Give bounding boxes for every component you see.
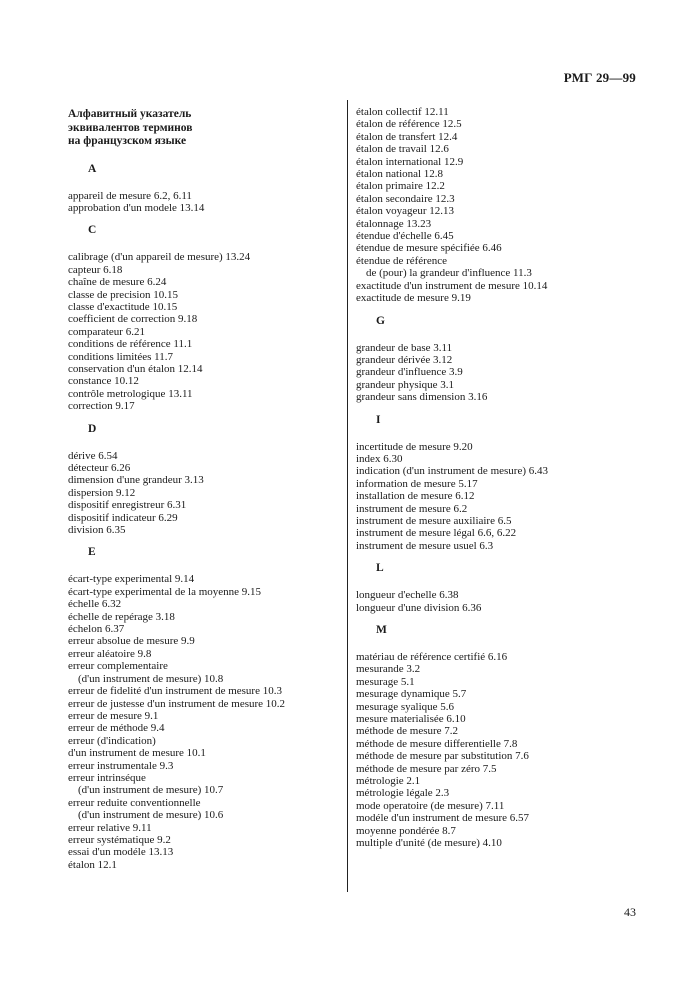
index-entry: erreur aléatoire 9.8 xyxy=(68,647,152,660)
index-entry: erreur (d'indication) xyxy=(68,734,156,747)
index-entry: calibrage (d'un appareil de mesure) 13.24 xyxy=(68,251,251,264)
index-entry: étendue de référence xyxy=(356,254,447,267)
index-entry: mesurage syalique 5.6 xyxy=(356,700,455,713)
index-entry: étalon de travail 12.6 xyxy=(356,143,449,156)
index-entry: méthode de mesure par zéro 7.5 xyxy=(356,762,497,775)
index-entry: méthode de mesure par substitution 7.6 xyxy=(356,750,529,763)
index-title-line: на французском языке xyxy=(68,135,187,147)
index-entry: étalon primaire 12.2 xyxy=(356,180,445,193)
index-entry: dispositif enregistreur 6.31 xyxy=(68,499,187,512)
index-entry: erreur reduite conventionnelle xyxy=(68,796,201,809)
index-entry: classe d'exactitude 10.15 xyxy=(68,300,178,313)
section-letter: G xyxy=(376,314,385,327)
index-title-line: эквивалентов терминов xyxy=(68,121,193,134)
index-entry: grandeur dérivée 3.12 xyxy=(356,353,453,366)
index-entry: mesurande 3.2 xyxy=(356,663,421,676)
index-entry: dimension d'une grandeur 3.13 xyxy=(68,474,204,487)
index-entry: étalon de transfert 12.4 xyxy=(356,130,458,143)
index-entry: constance 10.12 xyxy=(68,375,139,388)
index-entry: exactitude de mesure 9.19 xyxy=(356,292,471,305)
index-entry: grandeur de base 3.11 xyxy=(356,341,453,354)
index-entry: contrôle metrologique 13.11 xyxy=(68,387,193,400)
index-entry: mesurage 5.1 xyxy=(356,675,415,688)
index-title xyxy=(68,108,338,149)
index-entry: erreur de fidelité d'un instrument de mesure 10.3 xyxy=(68,685,282,698)
index-entry: longueur d'une division 6.36 xyxy=(356,601,482,614)
index-entry: étalon international 12.9 xyxy=(356,155,464,168)
index-entry: erreur systématique 9.2 xyxy=(68,833,171,846)
index-right-column xyxy=(356,106,656,850)
index-entry: conditions de référence 11.1 xyxy=(68,338,193,351)
index-left-column xyxy=(68,106,338,871)
index-entry: méthode de mesure 7.2 xyxy=(356,725,459,738)
index-entry: échelle de repérage 3.18 xyxy=(68,610,175,623)
index-section xyxy=(356,315,656,404)
index-entry: conditions limitées 11.7 xyxy=(68,350,173,363)
index-entry: échelon 6.37 xyxy=(68,623,125,636)
section-letter: I xyxy=(376,413,381,426)
index-entry: instrument de mesure usuel 6.3 xyxy=(356,539,494,552)
index-entry: étendue d'échelle 6.45 xyxy=(356,230,454,243)
index-entry: (d'un instrument de mesure) 10.6 xyxy=(78,809,224,822)
index-entry: incertitude de mesure 9.20 xyxy=(356,440,473,453)
index-entry: correction 9.17 xyxy=(68,400,135,413)
index-entry: dispositif indicateur 6.29 xyxy=(68,511,178,524)
index-entry: de (pour) la grandeur d'influence 11.3 xyxy=(366,267,532,280)
index-entry: erreur de justesse d'un instrument de mesure 10.2 xyxy=(68,697,286,710)
index-entry: erreur de mesure 9.1 xyxy=(68,709,159,722)
index-entry: étalon national 12.8 xyxy=(356,168,444,181)
index-entry: capteur 6.18 xyxy=(68,263,123,276)
section-letter: C xyxy=(88,224,97,237)
index-entry: écart-type experimental de la moyenne 9.15 xyxy=(68,585,262,598)
index-entry: modéle d'un instrument de mesure 6.57 xyxy=(356,812,530,825)
index-section xyxy=(68,423,338,537)
index-entry: instrument de mesure légal 6.6, 6.22 xyxy=(356,527,517,540)
section-letter: A xyxy=(88,162,97,175)
page-number: 43 xyxy=(624,905,636,919)
index-entry: étalonnage 13.23 xyxy=(356,217,432,230)
index-entry: grandeur sans dimension 3.16 xyxy=(356,391,488,404)
index-section xyxy=(356,624,656,850)
index-entry: matériau de référence certifié 6.16 xyxy=(356,651,508,663)
index-entry: grandeur physique 3.1 xyxy=(356,378,455,391)
index-entry: instrument de mesure auxiliaire 6.5 xyxy=(356,514,512,527)
index-entry: (d'un instrument de mesure) 10.8 xyxy=(78,672,224,685)
index-section xyxy=(68,163,338,215)
column-divider xyxy=(347,100,348,892)
index-section xyxy=(356,562,656,614)
index-entry: détecteur 6.26 xyxy=(68,462,131,474)
index-section xyxy=(68,546,338,871)
index-entry: conservation d'un étalon 12.14 xyxy=(68,362,203,375)
right-sections xyxy=(356,106,656,850)
index-entry: grandeur d'influence 3.9 xyxy=(356,366,463,379)
index-entry: erreur relative 9.11 xyxy=(68,821,152,834)
index-section xyxy=(356,106,656,305)
index-entry: mesure materialisée 6.10 xyxy=(356,713,466,726)
index-entry: chaîne de mesure 6.24 xyxy=(68,276,167,289)
section-letter: L xyxy=(376,562,384,575)
index-section xyxy=(356,414,656,553)
index-entry: information de mesure 5.17 xyxy=(356,477,478,490)
index-entry: erreur complementaire xyxy=(68,660,168,673)
index-entry: métrologie 2.1 xyxy=(356,775,421,788)
index-entry: exactitude d'un instrument de mesure 10.14 xyxy=(356,279,548,292)
index-entry: dérive 6.54 xyxy=(68,449,118,462)
index-entry: (d'un instrument de mesure) 10.7 xyxy=(78,784,224,797)
section-letter: E xyxy=(88,546,96,559)
index-entry: erreur intrinséque xyxy=(68,771,146,784)
index-entry: appareil de mesure 6.2, 6.11 xyxy=(68,189,192,202)
index-entry: installation de mesure 6.12 xyxy=(356,490,475,503)
index-entry: étendue de mesure spécifiée 6.46 xyxy=(356,242,502,255)
index-entry: étalon secondaire 12.3 xyxy=(356,192,455,205)
index-entry: échelle 6.32 xyxy=(68,598,122,611)
left-sections xyxy=(68,163,338,872)
index-entry: division 6.35 xyxy=(68,524,126,537)
index-entry: classe de precision 10.15 xyxy=(68,288,178,301)
index-entry: erreur absolue de mesure 9.9 xyxy=(68,635,195,648)
index-section xyxy=(68,224,338,412)
index-entry: indication (d'un instrument de mesure) 6.43 xyxy=(356,465,548,478)
index-entry: approbation d'un modele 13.14 xyxy=(68,201,205,214)
section-letter: M xyxy=(376,624,387,636)
index-entry: longueur d'echelle 6.38 xyxy=(356,589,459,602)
index-entry: index 6.30 xyxy=(356,452,403,465)
index-entry: étalon 12.1 xyxy=(68,858,117,871)
index-entry: étalon voyageur 12.13 xyxy=(356,205,455,218)
index-entry: comparateur 6.21 xyxy=(68,325,145,338)
index-entry: mesurage dynamique 5.7 xyxy=(356,688,467,701)
index-entry: erreur instrumentale 9.3 xyxy=(68,759,174,772)
index-entry: étalon de référence 12.5 xyxy=(356,118,462,131)
index-entry: moyenne pondérée 8.7 xyxy=(356,824,456,837)
index-entry: dispersion 9.12 xyxy=(68,486,136,499)
index-entry: instrument de mesure 6.2 xyxy=(356,502,468,515)
document-header: РМГ 29—99 xyxy=(563,70,636,85)
index-entry: métrologie légale 2.3 xyxy=(356,787,450,800)
section-letter: D xyxy=(88,422,97,435)
index-entry: coefficient de correction 9.18 xyxy=(68,313,198,326)
index-entry: mode operatoire (de mesure) 7.11 xyxy=(356,799,505,812)
index-entry: erreur de méthode 9.4 xyxy=(68,722,165,735)
index-entry: multiple d'unité (de mesure) 4.10 xyxy=(356,837,502,850)
index-title-line: Алфавитный указатель xyxy=(68,108,192,120)
index-entry: écart-type experimental 9.14 xyxy=(68,573,195,586)
index-entry: étalon collectif 12.11 xyxy=(356,106,449,118)
index-entry: d'un instrument de mesure 10.1 xyxy=(68,747,206,760)
index-entry: méthode de mesure differentielle 7.8 xyxy=(356,737,518,750)
index-entry: essai d'un modéle 13.13 xyxy=(68,846,174,859)
